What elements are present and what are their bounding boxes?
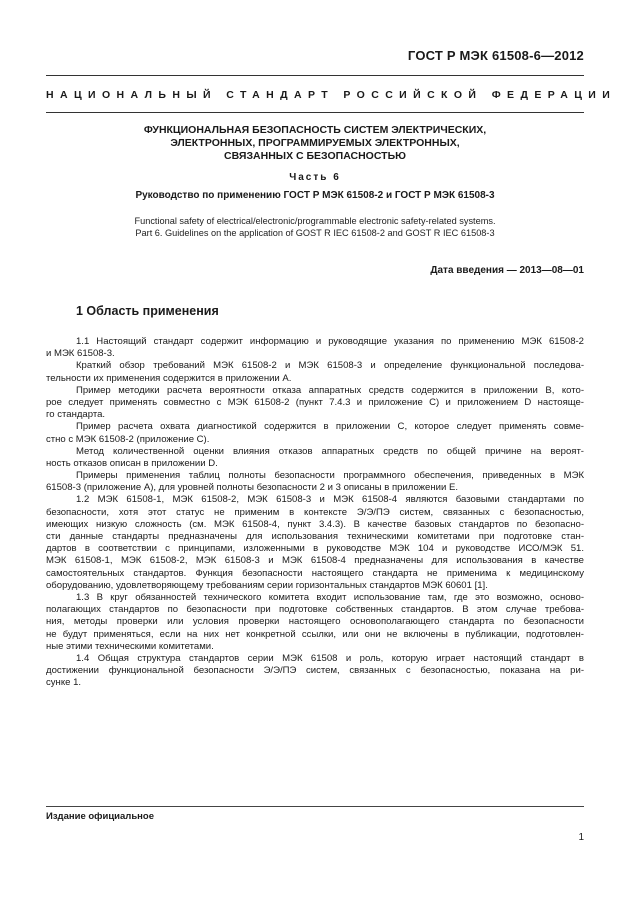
body-line: оборудованию, удовлетворяющему требованиям серии горизонтальных стандартов МЭК 60601 [1]. [46,579,488,591]
body-line: самостоятельных стандартов. Функция безопасности настоящего стандарта не применима к медицинскому [46,567,584,579]
document-code: ГОСТ Р МЭК 61508-6—2012 [407,48,584,63]
body-line: 1.1 Настоящий стандарт содержит информацию и руководящие указания по применению МЭК 61508-2 [76,336,584,347]
national-standard-banner: НАЦИОНАЛЬНЫЙ СТАНДАРТ РОССИЙСКОЙ ФЕДЕРАЦИИ [46,89,617,101]
body-line: МЭК 61508-1, МЭК 61508-2, МЭК 61508-3 и МЭК 61508-4 предназначены для использования в качестве [46,555,584,567]
body-line: дартов в соответствии с принципами, изложенными в руководстве МЭК 104 и руководстве ИСО/МЭК 51. [46,543,584,555]
body-line: ния, методы проверки или условия проверки настоящего основополагающего стандарта по безопасности [46,616,584,628]
english-title-line: Functional safety of electrical/electronic/programmable electronic safety-related systems. [134,216,496,226]
body-line: сти данные стандарты предназначены для использования техническими комитетами при подготовке стан- [46,531,584,542]
body-line: 61508-3 (приложение А), для уровней полноты безопасности 2 и 3 описаны в приложении Е. [46,482,458,494]
body-line: Примеры применения таблиц полноты безопасности программного обеспечения, приведенных в МЭК [76,470,584,482]
body-line: Краткий обзор требований МЭК 61508-2 и МЭК 61508-3 и определение функциональной последова- [76,360,584,372]
title-line: ФУНКЦИОНАЛЬНАЯ БЕЗОПАСНОСТЬ СИСТЕМ ЭЛЕКТРИЧЕСКИХ, [143,124,487,136]
footer-divider [46,806,584,807]
body-line: Пример расчета охвата диагностикой содержится в приложении С, которое следует применять совме- [76,421,584,433]
english-title [46,215,584,239]
document-title [46,124,584,163]
body-line: достижении функциональной безопасности Э/Э/ПЭ систем, связанных с безопасностью, показана на ри- [46,665,584,677]
title-line: ЭЛЕКТРОННЫХ, ПРОГРАММИРУЕМЫХ ЭЛЕКТРОННЫХ, [170,137,460,149]
body-line: 1.4 Общая структура стандартов серии МЭК 61508 и роль, которую играет настоящий стандарт в [76,652,584,664]
body-line: рое следует применять совместно с МЭК 61508-2 (пункт 7.4.3 и приложение С) и приложением D настояще- [46,396,584,408]
page-number: 1 [578,832,584,843]
body-line: тельности их применения содержится в приложении А. [46,372,292,384]
body-line: Метод количественной оценки влияния отказов аппаратных средств по общей причине на вероят- [76,445,584,457]
body-line: ные этими техническими комитетами. [46,640,214,652]
body-line: 1.2 МЭК 61508-1, МЭК 61508-2, МЭК 61508-3 и МЭК 61508-4 являются базовыми стандартами по [76,494,584,506]
official-edition-label: Издание официальное [46,811,154,822]
part-label: Часть 6 [289,172,341,183]
body-line: стно с МЭК 61508-2 (приложение С). [46,433,210,445]
top-divider [46,75,584,76]
section-heading: 1 Область применения [76,304,219,318]
body-line: го стандарта. [46,409,106,421]
body-line: безопасности, хотя этот статус не применим в контексте Э/Э/ПЭ систем, связанных с безопасностью, [46,506,584,518]
english-title-line: Part 6. Guidelines on the application of GOST R IEC 61508-2 and GOST R IEC 61508-3 [135,228,495,238]
body-line: имеющих низкую сложность (см. МЭК 61508-4, пункт 3.4.3). В качестве базовых стандартов по безопасно- [46,518,584,530]
document-subtitle: Руководство по применению ГОСТ Р МЭК 61508-2 и ГОСТ Р МЭК 61508-3 [135,190,495,201]
introduction-date: Дата введения — 2013—08—01 [430,265,584,276]
banner-divider [46,112,584,113]
body-line: ность отказов описан в приложении D. [46,457,218,469]
body-line: 1.3 В круг обязанностей технического комитета входит использование там, где это возможно, осново- [76,591,584,603]
body-line: сунке 1. [46,677,82,689]
section-body [46,336,584,689]
body-line: полагающих стандартов по безопасности при подготовке собственных стандартов. В этом случае требова- [46,604,584,616]
body-line: Пример методики расчета вероятности отказа аппаратных средств содержится в приложении В, кото- [76,384,584,396]
body-line: не будут применяться, если на них нет конкретной ссылки, или они не включены в публикации, подготовлен- [46,628,584,640]
body-line: и МЭК 61508-3. [46,348,115,360]
title-line: СВЯЗАННЫХ С БЕЗОПАСНОСТЬЮ [224,150,406,162]
